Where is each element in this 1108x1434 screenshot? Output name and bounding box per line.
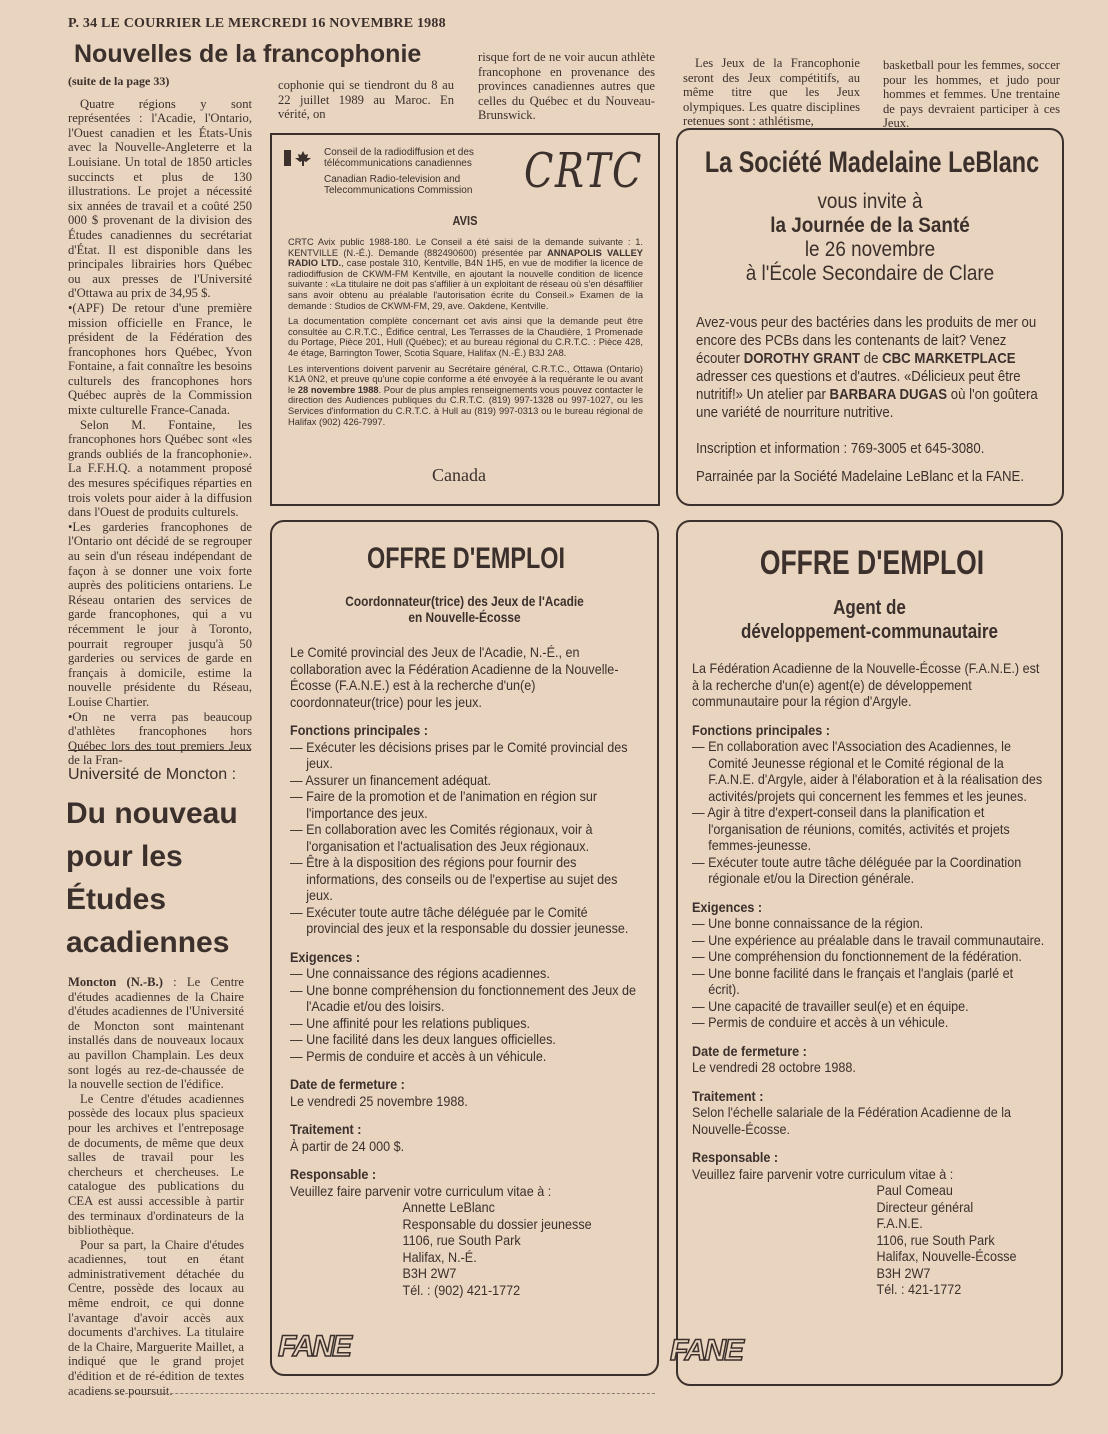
canada-wordmark: Canada — [432, 465, 486, 485]
address-line: B3H 2W7 — [402, 1265, 457, 1281]
job-subtitle — [295, 594, 634, 626]
address-line: F.A.N.E. — [876, 1215, 923, 1231]
requirement-item: — Une connaissance des régions acadiennes. — [290, 965, 550, 981]
francophonie-col2: cophonie qui se tiendront du 8 au 22 juillet 1989 au Maroc. En vérité, on — [278, 78, 454, 122]
sante-invite — [697, 190, 1043, 286]
duty-item: — Faire de la promotion et de l'animation en région sur l'importance des jeux. — [290, 788, 598, 821]
subtitle-line: en Nouvelle-Écosse — [408, 610, 521, 625]
sante-ad — [676, 128, 1064, 506]
duty-item: — Agir à titre d'expert-conseil dans la planification et l'organisation de réunions, comités, activités et projets femmes-jeunesse. — [692, 804, 1010, 853]
avis-title: AVIS — [452, 213, 478, 228]
paragraph: La documentation complète concernant cet avis ainsi que la demande peut être consultée au C.R.T.C., Édifice central, Les Terrasses de la Chaudière, 1 Promenade du Portage, Pièce 201, Hull (Québec); et au bureau régional du C.R.T.C. : Pièce 428, 4e étage, Barrington Tower, Scotia Square, Halifax (N.-É.) B3J 2A8. — [288, 316, 643, 358]
requirement-item: — Une expérience au préalable dans le travail communautaire. — [692, 931, 1045, 948]
org-name-fr-line2: télécommunications canadiennes — [324, 158, 472, 169]
applicant: ANNAPOLIS VALLEY RADIO LTD. — [288, 247, 643, 269]
address-line: Tél. : (902) 421-1772 — [402, 1281, 521, 1298]
headline-line: Du nouveau — [66, 797, 238, 830]
section-heading: Traitement : — [290, 1121, 362, 1137]
text: Les interventions doivent parvenir au Secrétaire général, C.R.T.C., Ottawa (Ontario) K1A 0N2, et preuve qu'une copie conforme a été envoyée à la requérante le ou avant le — [288, 363, 643, 395]
paragraph: •(APF) De retour d'une première mission officielle en France, le président de la Fédération des francophones hors Québec, Yvon Fontaine, a fait connaître les besoins culturels des francophones hors Québec auprès de la Commission mixte culturelle France-Canada. — [68, 300, 252, 418]
canada-flag-icon — [284, 150, 314, 171]
org-name-en-line1: Canadian Radio-television and — [324, 174, 461, 185]
address-line: Tél. : 421-1772 — [876, 1281, 962, 1297]
address-line: 1106, rue South Park — [876, 1231, 995, 1248]
sponsor: Parrainée par la Société Madelaine LeBlanc et la FANE. — [696, 468, 1024, 485]
address-line: Halifax, N.-É. — [402, 1248, 477, 1265]
paragraph: Le Centre d'études acadiennes possède des locaux plus spacieux pour les archives et l'entreposage de documents, de même que deux salles de travail pour les chercheurs et chercheuses. Le catalogue des publications du CEA est aussi accessible à partir des terminaux d'ordinateurs de la bibliothèque. — [68, 1091, 244, 1238]
moncton-kicker: Université de Moncton : — [68, 766, 237, 783]
duty-item: — Être à la disposition des régions pour fournir des informations, des conseils ou de l'expertise au sujet des jeux. — [290, 854, 618, 903]
section-heading: Date de fermeture : — [692, 1042, 807, 1059]
deadline: 28 novembre 1988 — [297, 384, 379, 395]
paragraph: •Les garderies francophones de l'Ontario ont décidé de se regrouper au sein d'un réseau indépendant de façon à se donner une voix forte auprès des politiciens ontariens. Le Réseau ontarien des services de garde francophones, qui a vu récemment le jour à Toronto, pourrait regrouper jusqu'à 50 garderies ou services de garde en français à domicile, estime la nouvelle présidente du Réseau, Louise Chartier. — [68, 519, 252, 709]
requirement-item: — Une facilité dans les deux langues officielles. — [290, 1031, 556, 1047]
speaker: DOROTHY GRANT — [743, 350, 861, 367]
crtc-notice — [270, 133, 660, 506]
crtc-org-fr — [324, 147, 474, 196]
paragraph: Selon M. Fontaine, les francophones hors Québec sont «les grands oubliés de la francophonie». La F.F.H.Q. a notamment proposé des mesures spécifiques réparties en trois volets pour aider à la diffusion dans l'Ouest de produits culturels. — [68, 417, 252, 520]
requirement-item: — Permis de conduire et accès à un véhicule. — [290, 1047, 547, 1064]
job-ad-coordonnateur — [270, 520, 659, 1376]
sante-body — [696, 314, 1039, 486]
job-ad-agent — [670, 520, 1063, 1386]
requirement-item: — Une compréhension du fonctionnement de la fédération. — [692, 948, 1022, 964]
sante-title: La Société Madelaine LeBlanc — [704, 146, 1040, 179]
requirement-item: — Permis de conduire et accès à un véhicule. — [692, 1014, 949, 1030]
job-body — [692, 660, 1048, 1298]
speaker: BARBARA DUGAS — [829, 386, 948, 403]
francophonie-col3: risque fort de ne voir aucun athlète francophone en provenance des provinces canadiennes autres que celles du Québec et du Nouveau-Brunswick. — [478, 50, 655, 123]
address-line: B3H 2W7 — [876, 1264, 931, 1281]
job-ad-title: OFFRE D'EMPLOI — [367, 542, 565, 575]
contact-instructions: Veuillez faire parvenir votre curriculum vitae à : — [290, 1182, 552, 1199]
section-heading: Date de fermeture : — [290, 1076, 405, 1092]
duty-item: — Exécuter toute autre tâche déléguée par la Coordination régionale et/ou la Direction générale. — [692, 853, 1022, 886]
crtc-body — [288, 237, 643, 432]
text: CRTC Avix public 1988-180. Le Conseil a été saisi de la demande suivante : 1. KENTVILLE (N.-É.). Demande (882490600) présentée par — [288, 237, 643, 258]
divider — [68, 750, 251, 751]
inscription: Inscription et information : 769-3005 et 645-3080. — [696, 440, 985, 457]
address-line: Halifax, Nouvelle-Écosse — [876, 1248, 1017, 1264]
moncton-body — [68, 975, 244, 1398]
suite-note: (suite de la page 33) — [68, 74, 170, 88]
organization: CBC MARKETPLACE — [882, 350, 1016, 367]
closing-date: Le vendredi 25 novembre 1988. — [290, 1092, 468, 1109]
address-line: Directeur général — [876, 1198, 974, 1215]
text: , case postale 310, Kentville, B4N 1H5, en vue de modifier la licence de radiodiffusion de CKWM-FM Kentville, en ajoutant la nouvelle condition de licence suivante : «La titulaire ne doit pas s'affilier à un exploitant de réseau où s'en désaffilier sans avoir obtenu au préalable l'autorisation écrite du Conseil.» Examen de la demande : Studios de CKWM-FM, 29, ave. Oakdene, Kentville. — [288, 258, 643, 311]
salary: Selon l'échelle salariale de la Fédération Acadienne de la Nouvelle-Écosse. — [692, 1104, 1012, 1137]
masthead: P. 34 LE COURRIER LE MERCREDI 16 NOVEMBRE 1988 — [68, 16, 446, 31]
job-subtitle — [707, 596, 1033, 644]
section-heading: Fonctions principales : — [290, 722, 428, 738]
subtitle-line: Agent de — [833, 597, 906, 619]
job-ad-title: OFFRE D'EMPLOI — [759, 544, 985, 582]
invite-line: vous invite à — [817, 190, 923, 213]
requirement-item: — Une bonne connaissance de la région. — [692, 915, 924, 931]
crtc-logo: CRTC — [524, 143, 644, 199]
subtitle-line: Coordonnateur(trice) des Jeux de l'Acadie — [345, 594, 584, 609]
moncton-headline — [66, 792, 238, 964]
text: où l'on goûtera une variété de nourriture nutritive. — [696, 386, 1038, 421]
requirement-item: — Une bonne compréhension du fonctionnement des Jeux de l'Acadie et/ou des loisirs. — [290, 981, 637, 1014]
section-heading: Fonctions principales : — [692, 721, 830, 738]
event-date: le 26 novembre — [804, 238, 936, 261]
francophonie-col1 — [68, 74, 252, 768]
requirement-item: — Une affinité pour les relations publiques. — [290, 1014, 531, 1031]
francophonie-col5: basketball pour les femmes, soccer pour les hommes, et judo pour hommes et femmes. Une trentaine de pays devraient participer à ces Jeux. — [883, 58, 1060, 131]
text: Avez-vous peur des bactéries dans les produits de mer ou encore des PCBs dans les contenants de lait? Venez écouter — [696, 314, 1037, 367]
duty-item: — Exécuter toute autre tâche déléguée par le Comité provincial des jeux et la responsable du dossier jeunesse. — [290, 903, 629, 936]
subtitle-line: développement-communautaire — [741, 621, 998, 643]
salary: À partir de 24 000 $. — [290, 1137, 405, 1154]
event-name: la Journée de la Santé — [770, 214, 970, 237]
duty-item: — En collaboration avec les Comités régionaux, voir à l'organisation et l'actualisation des Jeux régionaux. — [290, 821, 593, 854]
section-heading: Exigences : — [692, 898, 763, 915]
headline-francophonie: Nouvelles de la francophonie — [74, 40, 422, 68]
headline-line: acadiennes — [66, 926, 230, 959]
paragraph: •On ne verra pas beaucoup d'athlètes francophones hors Québec lors des tout premiers Jeux de la Fran- — [68, 709, 252, 768]
job-intro: La Fédération Acadienne de la Nouvelle-Écosse (F.A.N.E.) est à la recherche d'un(e) agent(e) de développement communautaire pour la région d'Argyle. — [692, 660, 1040, 709]
org-name-fr-line1: Conseil de la radiodiffusion et des — [324, 147, 474, 158]
address-line: Paul Comeau — [876, 1182, 953, 1198]
section-heading: Responsable : — [290, 1166, 377, 1182]
dateline: Moncton (N.-B.) — [68, 975, 163, 989]
org-name-en-line2: Telecommunications Commission — [324, 185, 473, 196]
francophonie-col4: Les Jeux de la Francophonie seront des Jeux compétitifs, au même titre que les Jeux olympiques. Les quatre disciplines retenues sont : athlétisme, — [683, 56, 860, 129]
headline-line: Études — [66, 883, 167, 916]
event-place: à l'École Secondaire de Clare — [745, 262, 995, 285]
job-intro: Le Comité provincial des Jeux de l'Acadie, N.-É., en collaboration avec la Fédération Acadienne de la Nouvelle-Écosse (F.A.N.E.) est à la recherche d'un(e) coordonnateur(trice) pour les jeux. — [290, 644, 619, 710]
section-heading: Responsable : — [692, 1149, 779, 1165]
job-body — [290, 644, 637, 1298]
text: : Le Centre d'études acadiennes de la Chaire d'études acadiennes de l'Université de Moncton sont maintenant installés dans de nouveaux locaux au pavillon Champlain. Les deux sont logés au rez-de-chaussée de la nouvelle section de l'édifice. — [68, 975, 245, 1092]
address-line: Annette LeBlanc — [402, 1199, 495, 1215]
headline-line: pour les — [66, 840, 183, 873]
duty-item: — Assurer un financement adéquat. — [290, 771, 492, 788]
text: de — [860, 350, 883, 367]
paragraph: Pour sa part, la Chaire d'études acadiennes, tout en étant administrativement détachée du Centre, possède des locaux au même endroit, ce qui donne l'avantage d'avoir accès aux documents d'archives. La titulaire de la Chaire, Marguerite Maillet, a indiqué que le grand projet d'édition et de ré-édition de textes acadiens se poursuit. — [68, 1237, 244, 1398]
text: . Pour de plus amples renseignements vous pouvez contacter le direction des Audiences publiques du C.R.T.C. (819) 997-1328 ou 997-1027, ou les Services d'information du C.R.T.C. à Hull au (819) 997-0313 ou le bureau régional de Halifax (902) 426-7997. — [288, 384, 643, 427]
fane-logo: FANE — [278, 1330, 351, 1363]
closing-date: Le vendredi 28 octobre 1988. — [692, 1059, 856, 1075]
section-heading: Exigences : — [290, 948, 361, 965]
address-line: 1106, rue South Park — [402, 1232, 521, 1248]
duty-item: — Exécuter les décisions prises par le Comité provincial des jeux. — [290, 738, 628, 771]
paragraph: Quatre régions y sont représentées : l'Acadie, l'Ontario, l'Ouest canadien et les États-Unis avec la Nouvelle-Angleterre et la Louisiane. Un total de 1850 articles succincts et plus de 130 illustrations. Le projet a nécessité six années de travail et a coûté 250 000 $ provenant de la division des Études canadiennes du secrétariat d'État. Il est disponible dans les principales librairies hors Québec ou aux presses de l'Université d'Ottawa au prix de 34,95 $. — [68, 96, 252, 301]
text: adresser ces questions et d'autres. «Délicieux peut être nutritif!» Un atelier par — [696, 368, 1021, 403]
duty-item: — En collaboration avec l'Association des Acadiennes, le Comité Jeunesse régional et le Comité régional de la F.A.N.E. d'Argyle, aider à l'élaboration et à la réalisation des activités/projets qui concernent les femmes et les jeunes. — [692, 738, 1043, 804]
contact-instructions: Veuillez faire parvenir votre curriculum vitae à : — [692, 1165, 954, 1182]
bottom-rule — [90, 1393, 655, 1394]
address-line: Responsable du dossier jeunesse — [402, 1215, 592, 1232]
requirement-item: — Une bonne facilité dans le français et l'anglais (parlé et écrit). — [692, 964, 1014, 997]
requirement-item: — Une capacité de travailler seul(e) et en équipe. — [692, 997, 969, 1014]
fane-logo: FANE — [670, 1334, 743, 1367]
section-heading: Traitement : — [692, 1087, 764, 1104]
